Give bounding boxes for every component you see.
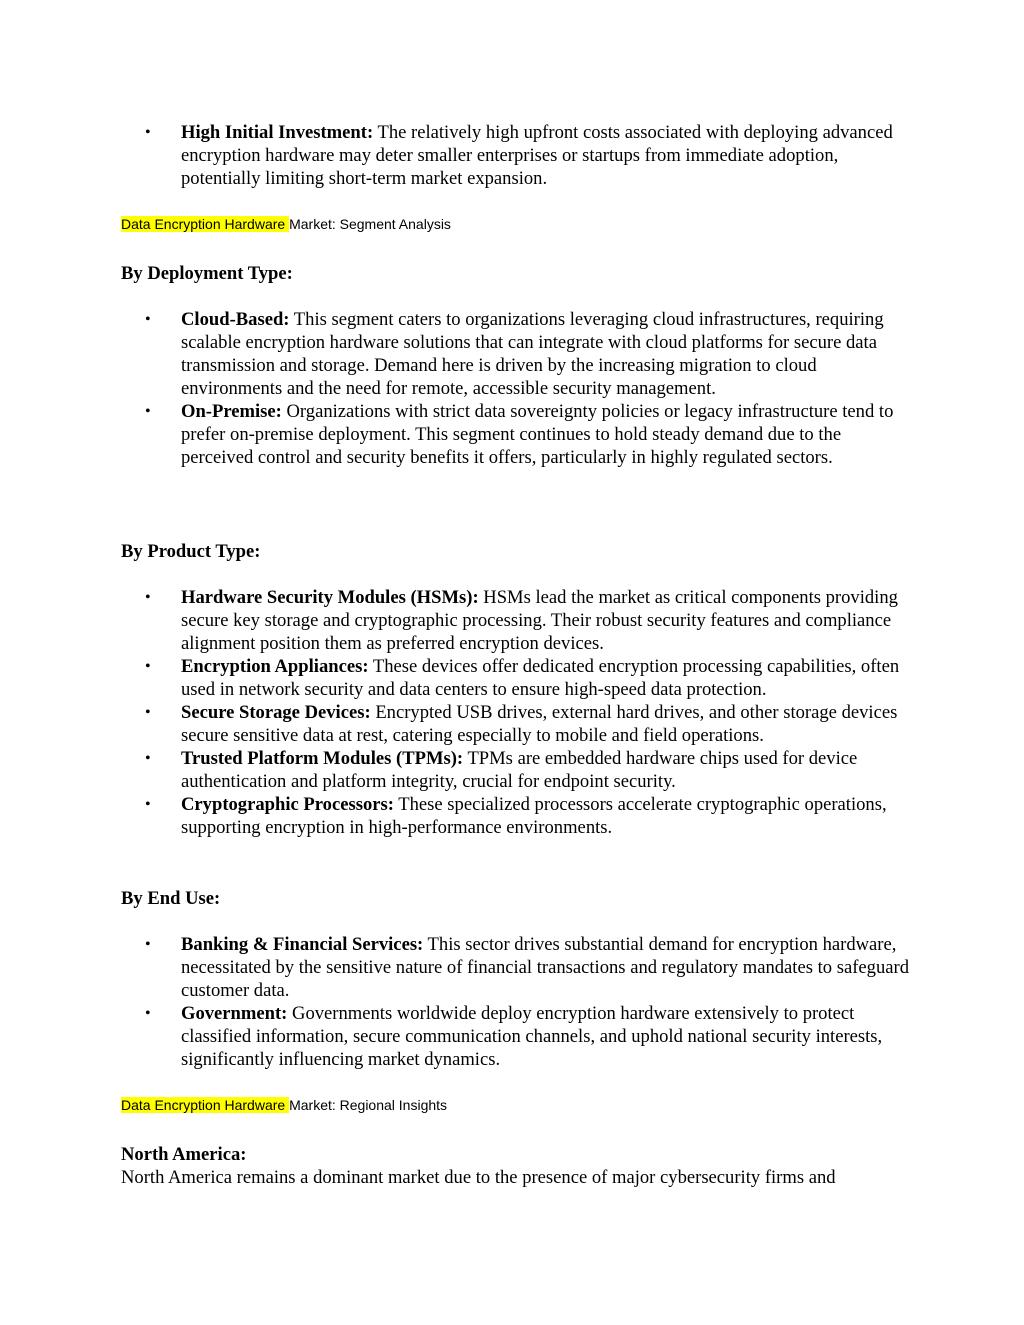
bullet-icon: • [145,403,151,420]
product-type-heading: By Product Type: [121,541,261,562]
north-america-heading: North America: [121,1144,247,1165]
item-lead: Cryptographic Processors: [181,794,394,815]
product-list [145,586,915,839]
item-text: The relatively high upfront costs associated with deploying advanced encryption hardware may deter smaller enterprises or startups from immediate adoption, potentially limiting short-term market expansion. [181,122,893,189]
item-lead: Banking & Financial Services: [181,934,424,955]
regional-insights-heading [121,1096,447,1114]
list-item [145,933,915,1002]
bullet-icon: • [145,936,151,953]
bullet-icon: • [145,704,151,721]
item-text: Encrypted USB drives, external hard drives, and other storage devices secure sensitive data at rest, catering especially to mobile and field operations. [181,702,898,746]
item-text: TPMs are embedded hardware chips used for device authentication and platform integrity, crucial for endpoint security. [181,748,858,792]
list-item [145,747,915,793]
list-item [145,655,915,701]
list-item [145,308,915,400]
list-item [145,793,915,839]
north-america-paragraph: North America remains a dominant market due to the presence of major cybersecurity firms and [121,1167,836,1188]
bullet-icon: • [145,589,151,606]
item-lead: Cloud-Based: [181,309,290,330]
deployment-list [145,308,915,469]
item-text: These specialized processors accelerate cryptographic operations, supporting encryption in high-performance environments. [181,794,887,838]
bullet-icon: • [145,311,151,328]
end-use-heading: By End Use: [121,888,221,909]
bullet-icon: • [145,658,151,675]
list-item [145,121,915,190]
item-lead: Encryption Appliances: [181,656,369,677]
highlighted-text: Data Encryption Hardware [121,1097,290,1113]
bullet-icon: • [145,124,151,141]
deployment-type-heading: By Deployment Type: [121,263,293,284]
item-lead: Hardware Security Modules (HSMs): [181,587,479,608]
segment-analysis-heading [121,215,451,233]
item-lead: Trusted Platform Modules (TPMs): [181,748,464,769]
list-item [145,586,915,655]
bullet-icon: • [145,796,151,813]
bullet-icon: • [145,750,151,767]
item-lead: Secure Storage Devices: [181,702,371,723]
item-text: Governments worldwide deploy encryption hardware extensively to protect classified information, secure communication channels, and uphold national security interests, significantly influencing market dynamics. [181,1003,883,1070]
list-item [145,400,915,469]
item-lead: On-Premise: [181,401,282,422]
end-use-list [145,933,915,1071]
item-text: HSMs lead the market as critical components providing secure key storage and cryptographic processing. Their robust security features and compliance alignment position them as preferred encryption devices. [181,587,898,654]
highlighted-text: Data Encryption Hardware [121,216,290,232]
heading-rest: Market: Segment Analysis [289,216,451,232]
bullet-icon: • [145,1005,151,1022]
list-item [145,1002,915,1071]
heading-rest: Market: Regional Insights [289,1097,448,1113]
item-lead: High Initial Investment: [181,122,374,143]
item-text: This sector drives substantial demand for encryption hardware, necessitated by the sensitive nature of financial transactions and regulatory mandates to safeguard customer data. [181,934,909,1001]
list-item [145,701,915,747]
item-lead: Government: [181,1003,288,1024]
intro-bullet-list [145,121,915,190]
item-text: These devices offer dedicated encryption processing capabilities, often used in network security and data centers to ensure high-speed data protection. [181,656,900,700]
item-text: This segment caters to organizations leveraging cloud infrastructures, requiring scalable encryption hardware solutions that can integrate with cloud platforms for secure data transmission and storage. Demand here is driven by the increasing migration to cloud environments and the need for remote, accessible security management. [181,309,884,399]
item-text: Organizations with strict data sovereignty policies or legacy infrastructure tend to prefer on-premise deployment. This segment continues to hold steady demand due to the perceived control and security benefits it offers, particularly in highly regulated sectors. [181,401,894,468]
